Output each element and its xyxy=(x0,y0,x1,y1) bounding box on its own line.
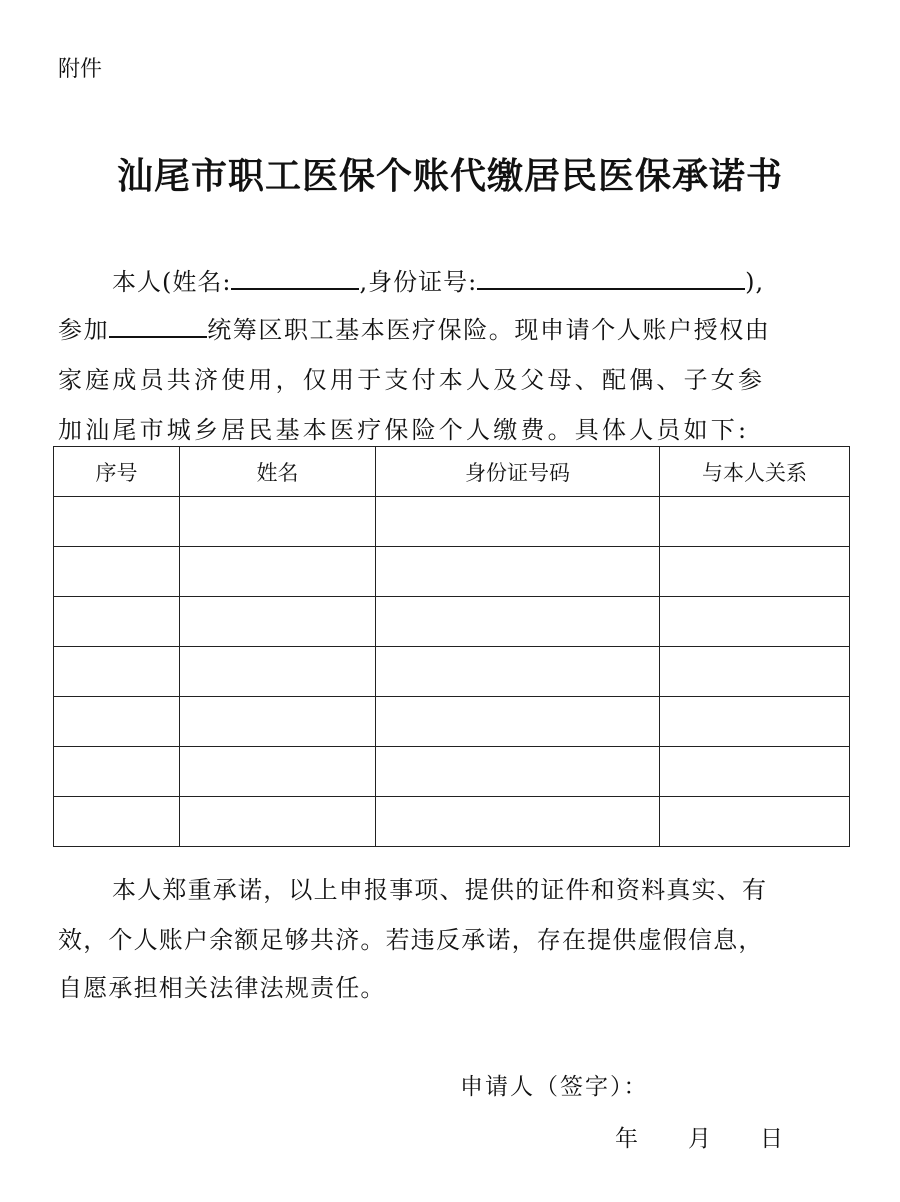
date-month-label: 月 xyxy=(688,1126,713,1152)
pledge-line-1: 本人郑重承诺，以上申报事项、提供的证件和资料真实、有 xyxy=(112,876,768,904)
table-row xyxy=(54,547,850,597)
table-row xyxy=(54,747,850,797)
intro-line-2: 参加 统筹区职工基本医疗保险。现申请个人账户授权由 xyxy=(58,310,848,345)
name-blank-field[interactable] xyxy=(231,264,359,290)
cell-relationship[interactable] xyxy=(660,547,850,597)
cell-index[interactable] xyxy=(54,747,180,797)
cell-id-number[interactable] xyxy=(376,697,660,747)
cell-index[interactable] xyxy=(54,697,180,747)
cell-relationship[interactable] xyxy=(660,497,850,547)
cell-name[interactable] xyxy=(180,797,376,847)
cell-relationship[interactable] xyxy=(660,697,850,747)
table-row xyxy=(54,697,850,747)
cell-relationship[interactable] xyxy=(660,647,850,697)
cell-name[interactable] xyxy=(180,697,376,747)
region-blank-field[interactable] xyxy=(109,312,207,338)
cell-index[interactable] xyxy=(54,597,180,647)
cell-index[interactable] xyxy=(54,797,180,847)
cell-id-number[interactable] xyxy=(376,497,660,547)
cell-id-number[interactable] xyxy=(376,747,660,797)
applicant-signature-label: 申请人（签字）： xyxy=(460,1074,649,1100)
column-header-id-number: 身份证号码 xyxy=(376,447,660,497)
intro-line-3: 家庭成员共济使用，仅用于支付本人及父母、配偶、子女参 xyxy=(58,366,766,394)
cell-relationship[interactable] xyxy=(660,747,850,797)
cell-name[interactable] xyxy=(180,547,376,597)
cell-name[interactable] xyxy=(180,647,376,697)
table-row xyxy=(54,647,850,697)
column-header-relationship: 与本人关系 xyxy=(660,447,850,497)
cell-relationship[interactable] xyxy=(660,797,850,847)
table-row xyxy=(54,597,850,647)
cell-id-number[interactable] xyxy=(376,797,660,847)
pledge-line-3: 自愿承担相关法律法规责任。 xyxy=(58,974,386,1002)
intro-line-4: 加汕尾市城乡居民基本医疗保险个人缴费。具体人员如下: xyxy=(58,416,750,444)
cell-id-number[interactable] xyxy=(376,597,660,647)
id-number-blank-field[interactable] xyxy=(477,264,745,290)
cell-index[interactable] xyxy=(54,647,180,697)
table-header-row xyxy=(54,447,850,497)
cell-index[interactable] xyxy=(54,497,180,547)
cell-name[interactable] xyxy=(180,597,376,647)
date-year-label: 年 xyxy=(615,1126,640,1152)
family-members-table xyxy=(53,446,850,847)
table-row xyxy=(54,497,850,547)
cell-name[interactable] xyxy=(180,497,376,547)
pledge-line-2: 效，个人账户余额足够共济。若违反承诺，存在提供虚假信息， xyxy=(58,926,764,954)
cell-relationship[interactable] xyxy=(660,597,850,647)
attachment-label: 附件 xyxy=(58,57,103,82)
cell-id-number[interactable] xyxy=(376,547,660,597)
cell-name[interactable] xyxy=(180,747,376,797)
date-day-label: 日 xyxy=(760,1126,785,1152)
table-row xyxy=(54,797,850,847)
column-header-name: 姓名 xyxy=(180,447,376,497)
intro-line-1: 本人(姓名: ,身份证号: ), xyxy=(112,262,852,297)
cell-index[interactable] xyxy=(54,547,180,597)
document-title: 汕尾市职工医保个账代缴居民医保承诺书 xyxy=(116,155,783,197)
column-header-index: 序号 xyxy=(54,447,180,497)
cell-id-number[interactable] xyxy=(376,647,660,697)
